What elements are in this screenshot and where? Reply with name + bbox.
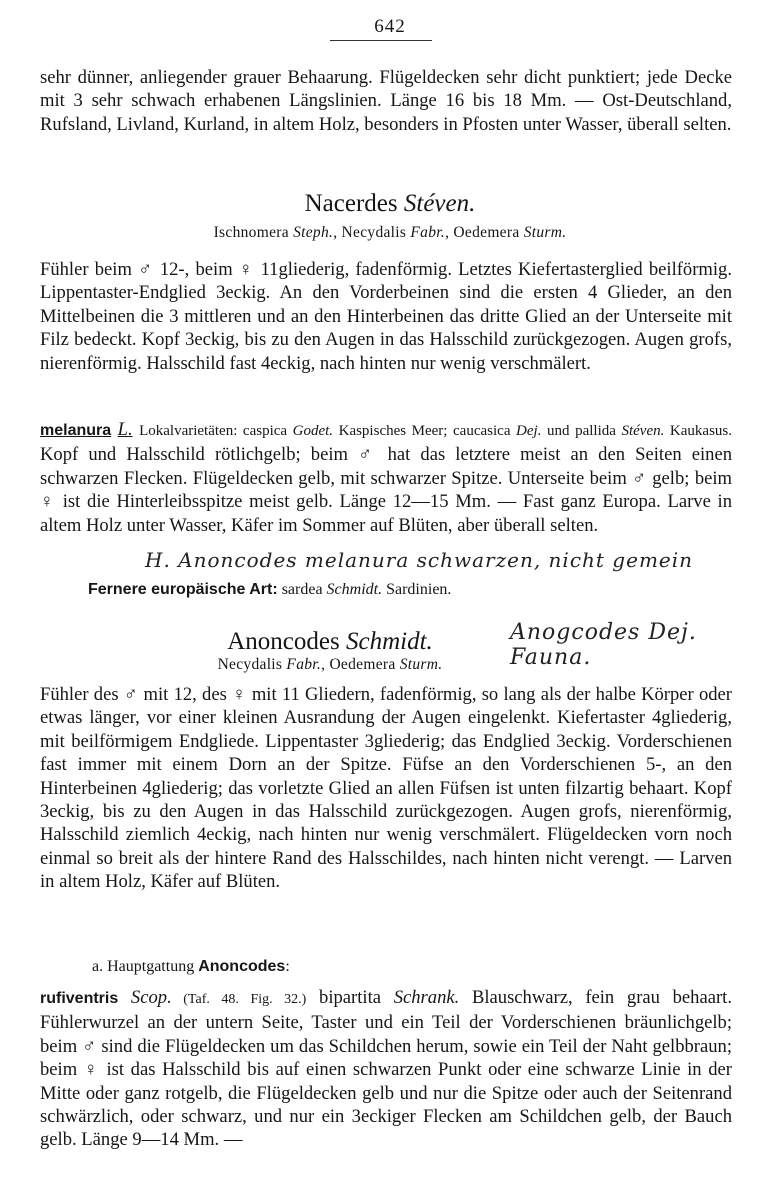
locality-text: Kaspisches Meer; caucasica bbox=[333, 423, 517, 439]
locality-text: Kaukasus. bbox=[664, 423, 732, 439]
genus-heading-nacerdes bbox=[0, 190, 780, 218]
paragraph-anoncodes-description: Fühler des ♂ mit 12, des ♀ mit 11 Gliedern, fadenförmig, so lang als der halbe Körper oder etwas länger, vor einer kleinen Ausrandung der Augen eingelenkt. Kiefertaster 4gliederig, mit beilförmigem Endgliede. Lippentaster 3gliederig; das Endglied 3eckig. Vorderschienen fast immer mit einem Dorn an der Spitze. Füfse an den Vorderschienen 5-, an den Hinterbeinen 4gliederig; das vorletzte Glied an allen Füfsen ist unten filzartig behaart. Kopf 3eckig, bis zu den Augen in das Halsschild zurückgezogen. Augen grofs, nierenförmig, Halsschild ziemlich 4eckig, nach hinten nur wenig verschmälert. Flügeldecken vorn noch einmal so breit als der hintere Rand des Halsschildes, nach hinten nicht verengt. — Larven in altem Holz, Käfer auf Blüten. bbox=[40, 684, 732, 893]
synonym-text: , Oedemera bbox=[445, 224, 524, 241]
further-species-label: Fernere europäische Art: bbox=[88, 581, 278, 598]
locality-author: Stéven. bbox=[621, 423, 665, 439]
subgenus-suffix: : bbox=[285, 958, 290, 975]
species-description: Blauschwarz, fein grau behaart. Fühlerwurzel an der untern Seite, Taster und ein Teil der Vorderschienen bräunlichgelb; beim ♂ sind die Flügeldecken um das Schildchen herum, sowie ein Teil der Naht gelbbraun; beim ♀ ist das Halsschild bis auf einen schwarzen Punkt oder eine schwarze Linie in der Mitte oder ganz rotgelb, die Flügeldecken gelb und nur die Spitze oder auch der Seitenrand schwärzlich, oder schwarz, und nur ein 3eckiger Flecken am Schildchen gelb, der Bauch gelb. Länge 9—14 Mm. — bbox=[40, 987, 732, 1151]
synonym-text: Ischnomera bbox=[213, 224, 294, 241]
synonym-author: Sturm. bbox=[523, 224, 567, 241]
synonym-text: Necydalis bbox=[217, 656, 287, 673]
locality-author: Godet. bbox=[292, 423, 334, 439]
species-name: melanura bbox=[40, 422, 112, 439]
genus-synonyms-nacerdes bbox=[0, 224, 780, 242]
species-description: Kopf und Halsschild rötlichgelb; beim ♂ hat das letztere meist an den Seiten einen schwarzen Flecken. Flügeldecken gelb, mit schwarzer Spitze. Unterseite beim ♂ gelb; beim ♀ ist die Hinterleibsspitze meist gelb. Länge 12—15 Mm. — Fast ganz Europa. Larve in altem Holz unter Wasser, Käfer im Sommer auf Blüten, aber überall selten. bbox=[40, 444, 732, 536]
genus-name: Anoncodes bbox=[227, 628, 340, 655]
genus-synonyms-anoncodes bbox=[0, 656, 720, 674]
locality-text: Lokalvarietäten: caspica bbox=[139, 423, 293, 439]
species-name: rufiventris bbox=[40, 990, 119, 1007]
handwritten-note: H. Anoncodes melanura schwarzen, nicht gemein bbox=[145, 548, 694, 572]
subgenus-prefix: a. Hauptgattung bbox=[92, 958, 199, 975]
paragraph-continued: sehr dünner, anliegender grauer Behaarung. Flügeldecken sehr dicht punktiert; jede Decke mit 3 sehr schwach erhabenen Längslinien. Länge 16 bis 18 Mm. — Ost-Deutschland, Rufsland, Livland, Kurland, in altem Holz, besonders in Pfosten unter Wasser, überall selten. bbox=[40, 67, 732, 135]
species-entry-melanura bbox=[40, 418, 732, 537]
synonym-author: Schrank. bbox=[393, 987, 460, 1008]
synonym-text: , Necydalis bbox=[333, 224, 411, 241]
locality-author: Dej. bbox=[516, 423, 542, 439]
synonym-author: Steph. bbox=[293, 224, 334, 241]
synonym-author: Fabr. bbox=[286, 656, 322, 673]
synonym-author: Fabr. bbox=[410, 224, 446, 241]
subgenus-name: Anoncodes bbox=[198, 958, 286, 975]
page-number: 642 bbox=[374, 16, 406, 37]
further-species-line bbox=[88, 581, 451, 599]
genus-name: Nacerdes bbox=[304, 190, 398, 217]
species-entry-rufiventris bbox=[40, 986, 732, 1152]
synonym-text: bipartita bbox=[306, 987, 394, 1008]
species-author: Scop. bbox=[118, 987, 172, 1008]
genus-author: Stéven. bbox=[403, 190, 476, 217]
genus-author: Schmidt. bbox=[345, 628, 433, 655]
species-author: L. bbox=[117, 419, 133, 440]
synonym-author: Sturm. bbox=[399, 656, 443, 673]
locality-text: und pallida bbox=[541, 423, 622, 439]
further-species-locality: Sardinien. bbox=[382, 581, 452, 598]
further-species-name: sardea bbox=[277, 581, 327, 598]
page-number-rule bbox=[330, 40, 432, 41]
subgenus-heading bbox=[92, 958, 290, 976]
paragraph-nacerdes-description: Fühler beim ♂ 12-, beim ♀ 11gliederig, fadenförmig. Letztes Kiefertasterglied beilförmig. Lippentaster-Endglied 3eckig. An den Vorderbeinen sind die ersten 4 Glieder, an den Mittelbeinen die 3 mittleren und an den Hinterbeinen das dritte Glied an der Unterseite mit Filz bedeckt. Kopf 3eckig, bis zu den Augen in das Halsschild zurückgezogen. Augen grofs, nierenförmig. Halsschild fast 4eckig, nach hinten nur wenig verschmälert. bbox=[40, 259, 732, 374]
synonym-text: , Oedemera bbox=[321, 656, 400, 673]
plate-reference: (Taf. 48. Fig. 32.) bbox=[171, 992, 307, 1007]
handwritten-note: Anogcodes Dej. Fauna. bbox=[510, 620, 697, 670]
further-species-author: Schmidt. bbox=[326, 581, 383, 598]
